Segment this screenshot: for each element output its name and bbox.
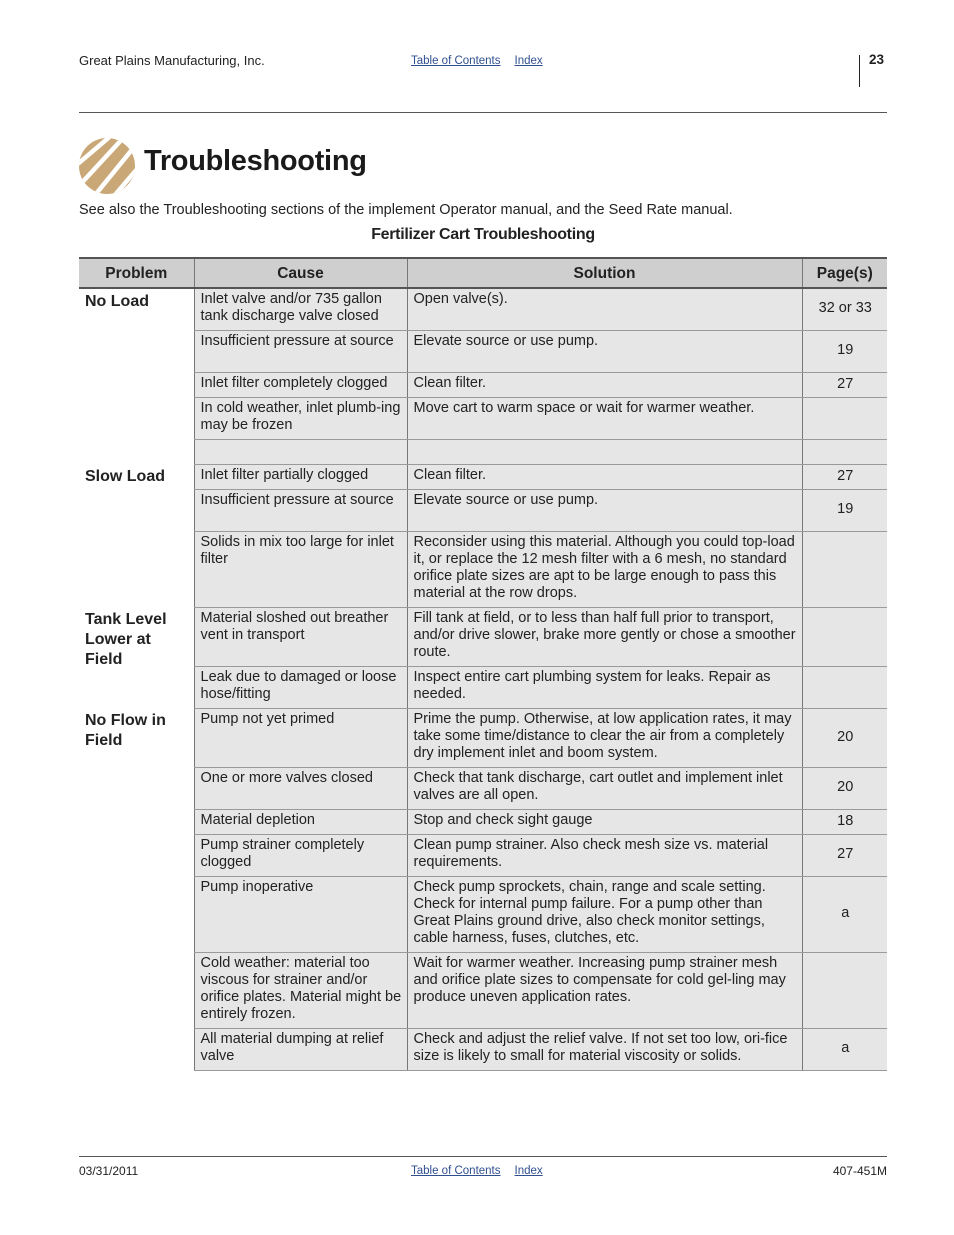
cause-cell: Material sloshed out breather vent in transport [194, 607, 407, 666]
solution-cell: Inspect entire cart plumbing system for leaks. Repair as needed. [407, 666, 802, 708]
solution-cell: Move cart to warm space or wait for warmer weather. [407, 397, 802, 439]
page-ref-cell: 18 [802, 809, 887, 834]
footer-rule [79, 1156, 887, 1157]
cause-cell: Solids in mix too large for inlet filter [194, 531, 407, 607]
table-row [79, 607, 887, 666]
footer-date: 03/31/2011 [79, 1164, 139, 1178]
page-ref-cell [802, 531, 887, 607]
problem-label: No Load [85, 293, 149, 310]
column-header-cause: Cause [194, 258, 407, 288]
table-row [79, 531, 887, 607]
table-row [79, 288, 887, 330]
page-ref-cell: 32 or 33 [802, 288, 887, 330]
cause-cell: Pump inoperative [194, 876, 407, 952]
cause-cell: Inlet valve and/or 735 gallon tank discharge valve closed [194, 288, 407, 330]
footer-nav [411, 1165, 557, 1177]
solution-cell: Prime the pump. Otherwise, at low application rates, it may take some time/distance to clear the air from a completely dry implement inlet and boom system. [407, 708, 802, 767]
table-row [79, 876, 887, 952]
page-ref-cell: 20 [802, 767, 887, 809]
solution-cell: Fill tank at field, or to less than half full prior to transport, and/or drive slower, brake more gently or chose a smoother route. [407, 607, 802, 666]
table-row [79, 834, 887, 876]
column-header-solution: Solution [407, 258, 802, 288]
solution-cell: Reconsider using this material. Although you could top-load it, or replace the 12 mesh filter with a 6 mesh, no standard orifice plate sizes are apt to be large enough to pass this material at the row drops. [407, 531, 802, 607]
table-row [79, 464, 887, 489]
table-row [79, 330, 887, 372]
troubleshooting-table [79, 257, 887, 1071]
table-row [79, 1028, 887, 1070]
page-ref-cell: a [802, 876, 887, 952]
toc-link[interactable]: Table of Contents [411, 1165, 501, 1177]
solution-cell: Clean filter. [407, 372, 802, 397]
header-nav [411, 55, 557, 67]
cause-cell: One or more valves closed [194, 767, 407, 809]
page-ref-cell: 27 [802, 834, 887, 876]
page-ref-cell: 20 [802, 708, 887, 767]
cause-cell: Material depletion [194, 809, 407, 834]
cause-cell: Inlet filter partially clogged [194, 464, 407, 489]
solution-cell: Wait for warmer weather. Increasing pump strainer mesh and orifice plate sizes to compensate for cold gel-ling may produce uneven application rates. [407, 952, 802, 1028]
cause-cell: Pump strainer completely clogged [194, 834, 407, 876]
cause-cell: Inlet filter completely clogged [194, 372, 407, 397]
page-ref-cell [802, 952, 887, 1028]
problem-label: No Flow in Field [85, 712, 166, 749]
cause-cell: All material dumping at relief valve [194, 1028, 407, 1070]
column-header-pages: Page(s) [802, 258, 887, 288]
cause-cell: In cold weather, inlet plumb-ing may be frozen [194, 397, 407, 439]
page-ref-cell: 27 [802, 372, 887, 397]
section-logo-icon [79, 138, 135, 194]
index-link[interactable]: Index [514, 55, 543, 67]
page-ref-cell: 19 [802, 330, 887, 372]
page-ref-cell [802, 397, 887, 439]
company-name: Great Plains Manufacturing, Inc. [79, 53, 265, 68]
page-ref-cell [802, 439, 887, 464]
cause-cell: Leak due to damaged or loose hose/fitting [194, 666, 407, 708]
cause-cell: Insufficient pressure at source [194, 330, 407, 372]
intro-text: See also the Troubleshooting sections of the implement Operator manual, and the Seed Rate manual. [79, 202, 733, 218]
solution-cell: Clean pump strainer. Also check mesh size vs. material requirements. [407, 834, 802, 876]
table-row [79, 397, 887, 439]
solution-cell: Check pump sprockets, chain, range and scale setting. Check for internal pump failure. For a pump other than Great Plains ground drive, also check monitor settings, cable harness, fuses, clutches, etc. [407, 876, 802, 952]
header-divider [859, 55, 860, 87]
table-row [79, 809, 887, 834]
page-ref-cell: 27 [802, 464, 887, 489]
solution-cell [407, 439, 802, 464]
problem-label: Tank Level Lower at Field [85, 611, 167, 668]
page-number: 23 [869, 52, 885, 67]
table-row [79, 708, 887, 767]
solution-cell: Check and adjust the relief valve. If not set too low, ori-fice size is likely to small for material viscosity or solids. [407, 1028, 802, 1070]
page-ref-cell: 19 [802, 489, 887, 531]
table-row [79, 439, 887, 464]
problem-label: Slow Load [85, 468, 165, 485]
cause-cell [194, 439, 407, 464]
solution-cell: Check that tank discharge, cart outlet and implement inlet valves are all open. [407, 767, 802, 809]
page-ref-cell: a [802, 1028, 887, 1070]
document-number: 407-451M [832, 1164, 887, 1178]
table-row [79, 489, 887, 531]
toc-link[interactable]: Table of Contents [411, 55, 501, 67]
solution-cell: Stop and check sight gauge [407, 809, 802, 834]
solution-cell: Elevate source or use pump. [407, 330, 802, 372]
table-row [79, 767, 887, 809]
solution-cell: Clean filter. [407, 464, 802, 489]
page-ref-cell [802, 666, 887, 708]
cause-cell: Pump not yet primed [194, 708, 407, 767]
cause-cell: Cold weather: material too viscous for strainer and/or orifice plates. Material might be entirely frozen. [194, 952, 407, 1028]
index-link[interactable]: Index [514, 1165, 543, 1177]
solution-cell: Elevate source or use pump. [407, 489, 802, 531]
page-title: Troubleshooting [144, 145, 367, 177]
header-rule [79, 112, 887, 113]
solution-cell: Open valve(s). [407, 288, 802, 330]
table-header-row [79, 258, 887, 288]
page-ref-cell [802, 607, 887, 666]
cause-cell: Insufficient pressure at source [194, 489, 407, 531]
table-row [79, 372, 887, 397]
table-caption: Fertilizer Cart Troubleshooting [371, 226, 595, 243]
table-row [79, 666, 887, 708]
table-row [79, 952, 887, 1028]
column-header-problem: Problem [79, 258, 194, 288]
